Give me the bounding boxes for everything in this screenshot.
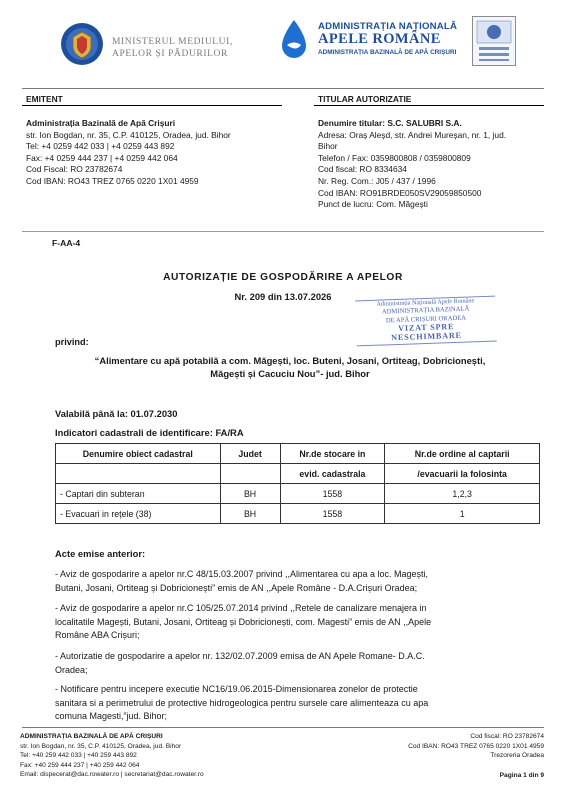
prior-act-line: - Autorizatie de gospodarire a apelor nr. 132/02.07.2009 emisa de AN Apele Romane- D.A.C. xyxy=(55,651,425,661)
stamp-line-1: Administrația Națională Apele Române xyxy=(376,297,475,308)
titular-iban: Cod IBAN: RO91BRDE050SV29059850500 xyxy=(318,187,482,198)
prior-act-item xyxy=(55,568,540,595)
footer-phone: Tel: +40 259 442 033 | +40 259 443 892 xyxy=(20,752,137,760)
titular-name: Denumire titular: S.C. SALUBRI S.A. xyxy=(318,118,462,128)
footer-email: Email: dispecerat@dac.rowater.ro | secretariat@dac.rowater.ro xyxy=(20,771,204,779)
titular-phone-fax: Telefon / Fax: 0359800808 / 0359800809 xyxy=(318,152,471,163)
table-row xyxy=(56,504,540,524)
prior-act-item xyxy=(55,650,540,677)
certification-badge-icon xyxy=(472,16,516,66)
emitent-address: str. Ion Bogdan, nr. 35, C.P. 410125, Oradea, jud. Bihor xyxy=(26,129,231,140)
table-header-cell xyxy=(220,464,280,484)
prior-act-line: Oradea; xyxy=(55,664,88,675)
page-number: Pagina 1 din 9 xyxy=(499,771,544,779)
titular-fiscal-code: Cod fiscal: RO 8334634 xyxy=(318,164,407,175)
anar-line-3: ADMINISTRAȚIA BAZINALĂ DE APĂ CRIȘURI xyxy=(318,49,457,56)
footer-left xyxy=(20,732,204,780)
prior-act-line: Române ABA Crișuri; xyxy=(55,630,140,641)
prior-act-line: localitatile Magești, Butani, Josani, Ortiteag și Dobricionești, com. Magesti” emis de AN ,,Apele xyxy=(55,616,432,627)
stamp-line-3: DE APĂ CRIȘURI ORADEA xyxy=(385,314,467,325)
table-cell: 1 xyxy=(385,504,540,524)
table-cell: 1558 xyxy=(280,484,385,504)
official-stamp xyxy=(355,296,497,347)
header-divider xyxy=(22,88,544,89)
table-header-cell: evid. cadastrala xyxy=(280,464,385,484)
prior-acts-heading: Acte emise anterior: xyxy=(55,548,146,559)
cadastral-table xyxy=(55,443,540,524)
form-code-divider xyxy=(22,231,544,232)
anar-line-2: APELE ROMÂNE xyxy=(318,31,441,47)
prior-act-line: comuna Magesti,”jud. Bihor; xyxy=(55,711,168,722)
emitent-fax: Fax: +4 0259 444 237 | +4 0259 442 064 xyxy=(26,152,178,163)
subject-line-2: Măgești și Cacuciu Nou”- jud. Bihor xyxy=(210,368,370,380)
table-cell: - Captari din subteran xyxy=(56,484,221,504)
table-header-cell: /evacuarii la folosinta xyxy=(385,464,540,484)
table-cell: 1,2,3 xyxy=(385,484,540,504)
ministry-line-2: APELOR ȘI PĂDURILOR xyxy=(112,49,228,59)
table-header-cell xyxy=(56,464,221,484)
table-header-row-2 xyxy=(56,464,540,484)
document-title: AUTORIZAȚIE DE GOSPODĂRIRE A APELOR xyxy=(163,272,403,283)
table-row xyxy=(56,484,540,504)
prior-act-item xyxy=(55,602,540,643)
titular-address-county: Bihor xyxy=(318,141,338,152)
titular-heading-rule xyxy=(314,105,544,106)
privind-label: privind: xyxy=(55,337,89,347)
document-subject xyxy=(40,354,540,381)
stamp-line-5: NESCHIMBARE xyxy=(391,330,462,342)
footer-org-name: ADMINISTRAȚIA BAZINALĂ DE APĂ CRIȘURI xyxy=(20,733,163,740)
footer-iban: Cod IBAN: RO43 TREZ 0765 0220 1X01 4959 xyxy=(408,742,544,750)
titular-workpoint: Punct de lucru: Com. Măgești xyxy=(318,199,428,210)
prior-act-line: - Aviz de gospodarire a apelor nr.C 105/25.07.2014 privind ,,Retele de canalizare menajera in xyxy=(55,603,427,613)
footer-treasury: Trezoreria Oradea xyxy=(490,752,544,760)
emitent-name: Administrația Bazinală de Apă Crișuri xyxy=(26,118,176,128)
titular-heading: TITULAR AUTORIZATIE xyxy=(318,94,412,104)
ministry-line-1: MINISTERUL MEDIULUI, xyxy=(112,37,233,47)
table-cell: BH xyxy=(220,504,280,524)
prior-act-line: - Aviz de gospodarire a apelor nr.C 48/15.03.2007 privind ,,Alimentarea cu apa a loc. Magești, xyxy=(55,569,429,579)
subject-line-1: “Alimentare cu apă potabilă a com. Măgești, loc. Buteni, Josani, Ortiteag, Dobricionești, xyxy=(94,355,486,366)
footer-address: str. Ion Bogdan, nr. 35, C.P. 410125, Oradea, jud. Bihor xyxy=(20,742,182,750)
footer-fax: Fax: +40 259 444 237 | +40 259 442 064 xyxy=(20,761,140,769)
document-number: Nr. 209 din 13.07.2026 xyxy=(234,291,332,302)
table-cell: BH xyxy=(220,484,280,504)
cadastral-indicators: Indicatori cadastrali de identificare: FA/RA xyxy=(55,427,244,438)
emitent-phone: Tel: +4 0259 442 033 | +4 0259 443 892 xyxy=(26,141,175,152)
form-code: F-AA-4 xyxy=(52,238,81,248)
anar-line-1: ADMINISTRAȚIA NAȚIONALĂ xyxy=(318,21,458,32)
prior-act-line: Butani, Josani, Ortiteag și Dobricionești” emis de AN ,,Apele Române - D.A.Crișuri Oradea; xyxy=(55,582,418,593)
stamp-line-2: ADMINISTRAȚIA BAZINALĂ xyxy=(381,305,470,316)
titular-block xyxy=(318,118,544,211)
emitent-iban: Cod IBAN: RO43 TREZ 0765 0220 1X01 4959 xyxy=(26,175,199,186)
table-header-row xyxy=(56,444,540,464)
emitent-heading: EMITENT xyxy=(26,94,63,104)
footer-divider xyxy=(22,727,544,728)
titular-address: Adresa: Oraș Aleșd, str. Andrei Mureșan, nr. 1, jud. xyxy=(318,129,507,140)
prior-act-item xyxy=(55,683,540,724)
prior-act-line: - Notificare pentru incepere executie NC16/19.06.2015-Dimensionarea zonelor de protectie xyxy=(55,684,418,694)
titular-reg-com: Nr. Reg. Com.: J05 / 437 / 1996 xyxy=(318,175,436,186)
anar-brand xyxy=(318,20,457,59)
table-header-cell: Nr.de stocare in xyxy=(280,444,385,464)
prior-act-line: sanitara si a perimetrului de protective hidrogeologica pentru sursele care alimenteaza cu apa xyxy=(55,697,429,708)
ministry-coat-of-arms-logo xyxy=(60,22,104,66)
emitent-block xyxy=(26,118,231,188)
water-drop-logo xyxy=(276,18,312,62)
footer-fiscal-code: Cod fiscal: RO 23782674 xyxy=(470,733,544,740)
validity-date: Valabilă până la: 01.07.2030 xyxy=(55,408,178,419)
table-header-cell: Nr.de ordine al captarii xyxy=(385,444,540,464)
table-cell: 1558 xyxy=(280,504,385,524)
ministry-name xyxy=(112,36,233,60)
table-header-cell: Denumire obiect cadastral xyxy=(56,444,221,464)
emitent-fiscal-code: Cod Fiscal: RO 23782674 xyxy=(26,164,123,175)
emitent-heading-rule xyxy=(22,105,282,106)
table-header-cell: Judet xyxy=(220,444,280,464)
footer-right xyxy=(408,732,544,780)
table-cell: - Evacuari in rețele (38) xyxy=(56,504,221,524)
stamp-line-4: VIZAT SPRE xyxy=(398,322,455,334)
